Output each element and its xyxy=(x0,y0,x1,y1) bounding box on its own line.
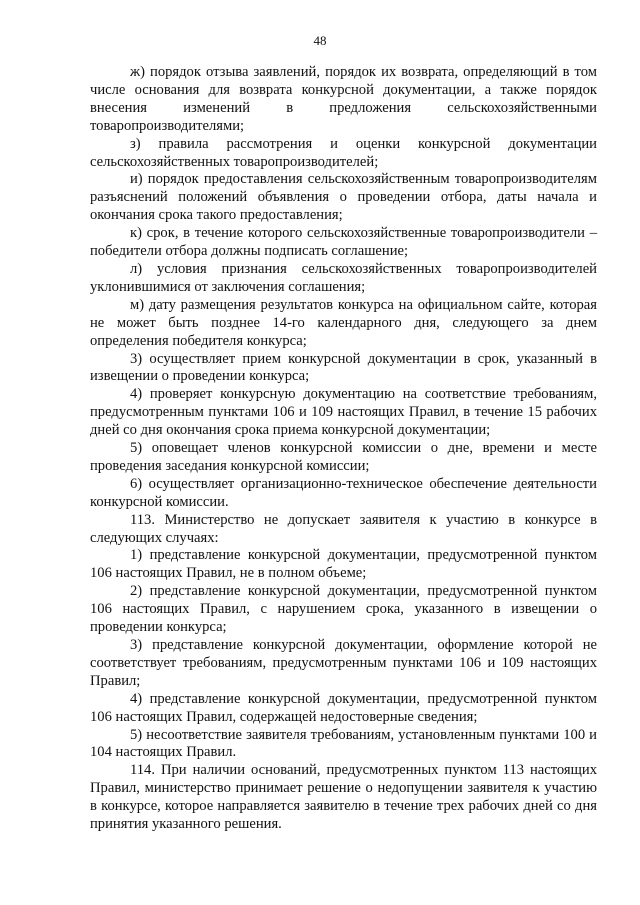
paragraph-4-verification: 4) проверяет конкурсную документацию на соответствие требованиям, предусмотренным пунктами 106 и 109 настоящих Правил, в течение 15 рабочих дней со дня окончания срока приема конкурсной документации; xyxy=(90,386,597,439)
paragraph-z-review-rules: з) правила рассмотрения и оценки конкурсной документации сельскохозяйственных товаропроизводителей; xyxy=(90,135,597,170)
paragraph-m-results-date: м) дату размещения результатов конкурса на официальном сайте, которая не может быть позднее 14-го календарного дня, следующего за днем определения победителя конкурса; xyxy=(90,296,597,349)
paragraph-5-notification: 5) оповещает членов конкурсной комиссии о дне, времени и месте проведения заседания конкурсной комиссии; xyxy=(90,440,597,474)
document-body xyxy=(90,64,597,834)
paragraph-114: 114. При наличии оснований, предусмотренных пунктом 113 настоящих Правил, министерство принимает решение о недопущении заявителя к участию в конкурсе, которое направляется заявителю в течение трех рабочих дней со дня принятия указанного решения. xyxy=(90,762,597,833)
paragraph-113-case-1: 1) представление конкурсной документации, предусмотренной пунктом 106 настоящих Правил, не в полном объеме; xyxy=(90,547,597,582)
paragraph-6-support: 6) осуществляет организационно-техническое обеспечение деятельности конкурсной комиссии. xyxy=(90,475,597,510)
paragraph-113-case-5: 5) несоответствие заявителя требованиям, установленным пунктами 100 и 104 настоящих Правил. xyxy=(90,726,597,761)
paragraph-l-evasion-conditions: л) условия признания сельскохозяйственных товаропроизводителей уклонившимися от заключения соглашения; xyxy=(90,260,597,295)
paragraph-zh-withdrawal-procedure: ж) порядок отзыва заявлений, порядок их возврата, определяющий в том числе основания для возврата конкурсной документации, а также порядок внесения изменений в предложения сельскохозяйственными товаропроизводителями; xyxy=(90,64,597,134)
paragraph-k-agreement-deadline: к) срок, в течение которого сельскохозяйственные товаропроизводители – победители отбора должны подписать соглашение; xyxy=(90,225,597,260)
paragraph-113-case-2: 2) представление конкурсной документации, предусмотренной пунктом 106 настоящих Правил, с нарушением срока, указанного в извещении о проведении конкурса; xyxy=(90,583,597,636)
page-number: 48 xyxy=(313,33,327,48)
paragraph-113-intro: 113. Министерство не допускает заявителя к участию в конкурсе в следующих случаях: xyxy=(90,511,597,546)
paragraph-113-case-3: 3) представление конкурсной документации, оформление которой не соответствует требованиям, предусмотренным пунктами 106 и 109 настоящих Правил; xyxy=(90,637,597,689)
paragraph-i-clarification-procedure: и) порядок предоставления сельскохозяйственным товаропроизводителям разъяснений положений объявления о проведении отбора, даты начала и окончания срока такого предоставления; xyxy=(90,171,597,224)
paragraph-3-acceptance: 3) осуществляет прием конкурсной документации в срок, указанный в извещении о проведении конкурса; xyxy=(90,350,597,385)
paragraph-113-case-4: 4) представление конкурсной документации, предусмотренной пунктом 106 настоящих Правил, содержащей недостоверные сведения; xyxy=(90,690,597,725)
